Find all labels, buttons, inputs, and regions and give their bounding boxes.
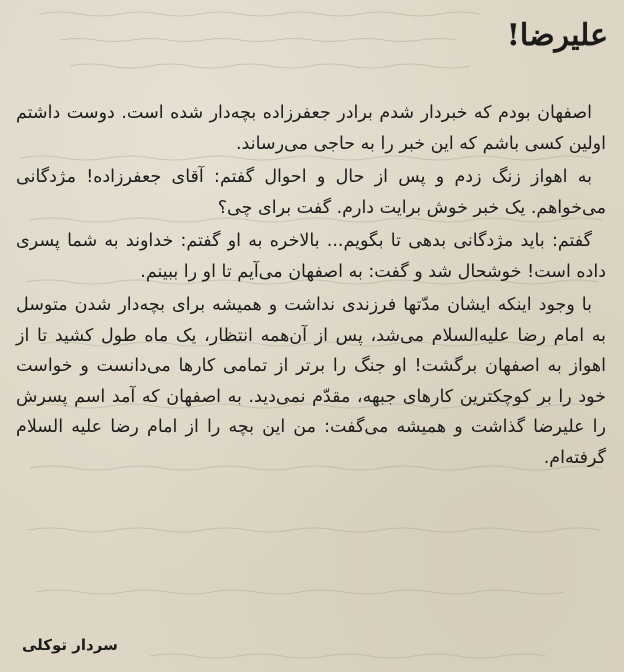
article-body <box>16 98 606 476</box>
page-title: علیرضا! <box>506 18 608 53</box>
paragraph-1: اصفهان بودم که خبردار شدم برادر جعفرزاده بچه‌دار شده است. دوست داشتم اولین کسی باشم که این خبر را به حاجی می‌رساند. <box>16 103 606 154</box>
paragraph-3: گفتم: باید مژدگانی بدهی تا بگویم... بالاخره به او گفتم: خداوند به شما پسری داده است! خوشحال شد و گفت: به اصفهان می‌آیم تا او را ببینم. <box>16 231 606 282</box>
author-signature: سردار توکلی <box>22 636 118 654</box>
paragraph-4: با وجود اینکه ایشان مدّتها فرزندی نداشت و همیشه برای بچه‌دار شدن متوسل به امام رضا علیه‌السلام می‌شد، پس از آن‌همه انتظار، یک ماه طول کشید تا از اهواز به اصفهان برگشت! او جنگ را برتر از تمامی کارها می‌دانست و خواست خود را بر کوچکترین کارهای جبهه، مقدّم نمی‌دید. به اصفهان که آمد اسم پسرش را علیرضا گذاشت و همیشه می‌گفت: من این بچه را از امام رضا علیه السلام گرفته‌ام. <box>16 295 606 468</box>
paragraph-2: به اهواز زنگ زدم و پس از حال و احوال گفتم: آقای جعفرزاده! مژدگانی می‌خواهم. یک خبر خوش برایت دارم. گفت برای چی؟ <box>16 167 606 218</box>
